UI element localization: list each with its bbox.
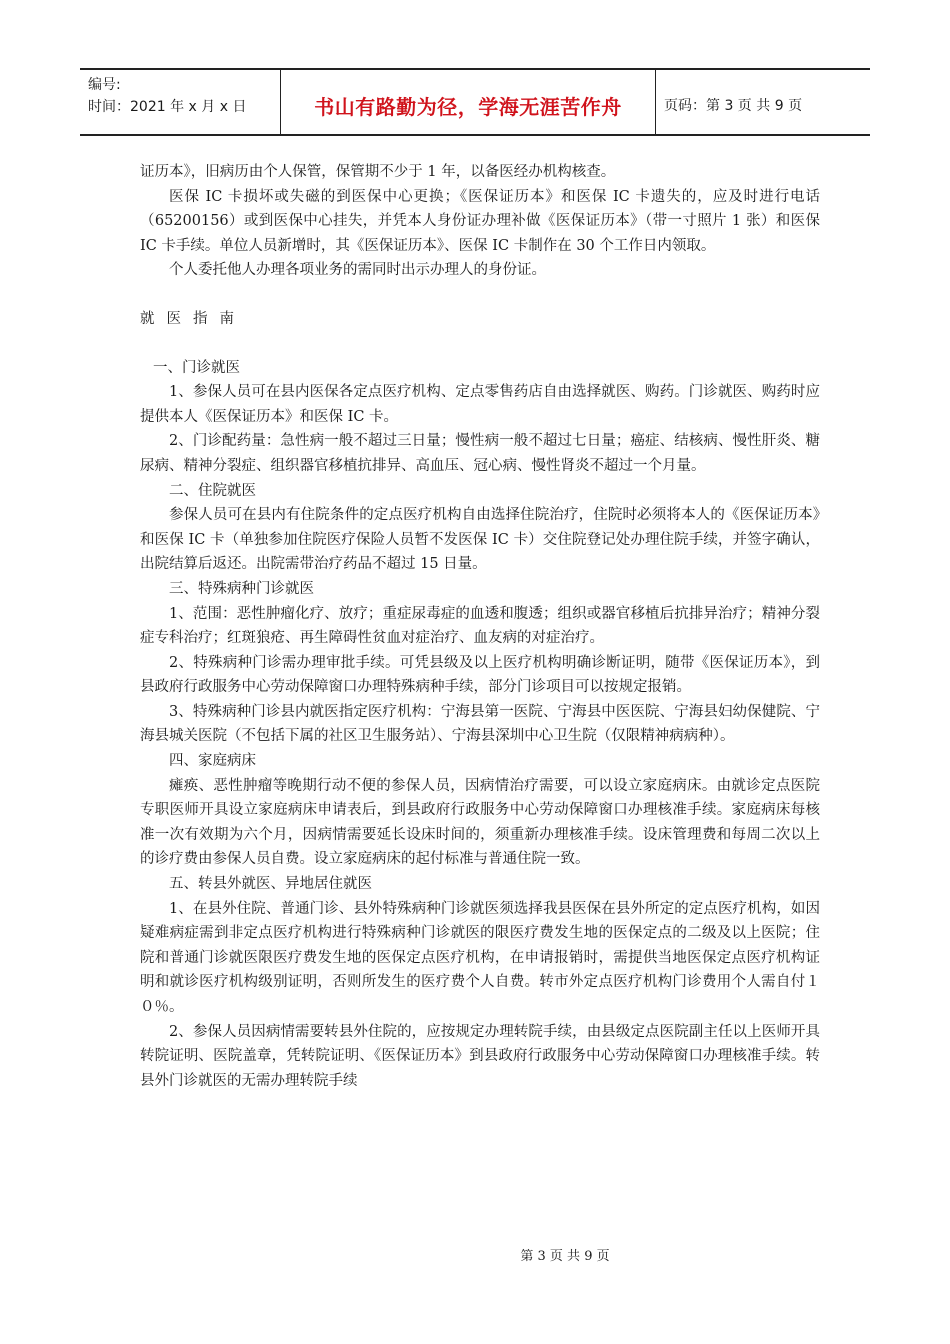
paragraph: 3、特殊病种门诊县内就医指定医疗机构：宁海县第一医院、宁海县中医医院、宁海县妇幼保健院、宁海县城关医院（不包括下属的社区卫生服务站）、宁海县深圳中心卫生院（仅限精神病病种）。 [140, 703, 820, 745]
heading-home-bed: 四、家庭病床 [169, 753, 256, 770]
paragraph: 2、特殊病种门诊需办理审批手续。可凭县级及以上医疗机构明确诊断证明，随带《医保证历本》，到县政府行政服务中心劳动保障窗口办理特殊病种手续，部分门诊项目可以按规定报销。 [140, 654, 820, 696]
document-body [140, 160, 820, 1093]
paragraph: 证历本》，旧病历由个人保管，保管期不少于 1 年，以备医经办机构核查。 [140, 164, 616, 180]
section-title: 就医指南 [140, 310, 246, 327]
paragraph: 2、门诊配药量：急性病一般不超过三日量；慢性病一般不超过七日量；癌症、结核病、慢性肝炎、糖尿病、精神分裂症、组织器官移植抗排异、高血压、冠心病、慢性肾炎不超过一个月量。 [140, 433, 820, 474]
heading-transfer: 五、转县外就医、异地居住就医 [169, 876, 372, 893]
header-motto: 书山有路勤为径，学海无涯苦作舟 [281, 70, 656, 134]
paragraph: 医保 IC 卡损坏或失磁的到医保中心更换；《医保证历本》和医保 IC 卡遗失的，应及时进行电话（65200156）或到医保中心挂失，并凭本人身份证办理补做《医保证历本》（带一寸照片 1 张）和医保 IC 卡手续。单位人员新增时，其《医保证历本》、医保 IC 卡制作在 30 个工作日内领取。 [140, 188, 820, 254]
page-footer: 第 3 页 共 9 页 [520, 1249, 610, 1264]
paragraph: 瘫痪、恶性肿瘤等晚期行动不便的参保人员，因病情治疗需要，可以设立家庭病床。由就诊定点医院专职医师开具设立家庭病床申请表后，到县政府行政服务中心劳动保障窗口办理核准手续。家庭病床每核准一次有效期为六个月，因病情需要延长设床时间的，须重新办理核准手续。设床管理费和每周二次以上的诊疗费由参保人员自费。设立家庭病床的起付标准与普通住院一致。 [140, 777, 820, 868]
paragraph: 1、范围：恶性肿瘤化疗、放疗；重症尿毒症的血透和腹透；组织或器官移植后抗排异治疗；精神分裂症专科治疗；红斑狼疮、再生障碍性贫血对症治疗、血友病的对症治疗。 [140, 605, 820, 647]
header-meta [80, 70, 281, 134]
doc-date-label: 时间：2021 年 x 月 x 日 [88, 99, 247, 115]
header-page-number: 页码：第 3 页 共 9 页 [664, 98, 803, 114]
heading-outpatient: 一、门诊就医 [153, 359, 241, 376]
paragraph: 1、在县外住院、普通门诊、县外特殊病种门诊就医须选择我县医保在县外所定的定点医疗机构，如因疑难病症需到非定点医疗机构进行特殊病种门诊就医的限医疗费发生地的医保定点的二级及以上医院；住院和普通门诊就医限医疗费发生地的医保定点医疗机构，在申请报销时，需提供当地医保定点医疗机构证明和就诊医疗机构级别证明，否则所发生的医疗费个人自费。转市外定点医疗机构门诊费用个人需自付１０％。 [140, 900, 820, 1015]
paragraph: 2、参保人员因病情需要转县外住院的，应按规定办理转院手续，由县级定点医院副主任以上医师开具转院证明、医院盖章，凭转院证明、《医保证历本》到县政府行政服务中心劳动保障窗口办理核准手续。转县外门诊就医的无需办理转院手续 [140, 1023, 820, 1089]
paragraph: 参保人员可在县内有住院条件的定点医疗机构自由选择住院治疗，住院时必须将本人的《医保证历本》和医保 IC 卡（单独参加住院医疗保险人员暂不发医保 IC 卡）交住院登记处办理住院手续，并签字确认，出院结算后返还。出院需带治疗药品不超过 15 日量。 [140, 507, 820, 573]
heading-inpatient: 二、住院就医 [169, 482, 256, 499]
paragraph: 个人委托他人办理各项业务的需同时出示办理人的身份证。 [169, 262, 546, 279]
paragraph: 1、参保人员可在县内医保各定点医疗机构、定点零售药店自由选择就医、购药。门诊就医、购药时应提供本人《医保证历本》和医保 IC 卡。 [140, 384, 820, 425]
page-header [80, 68, 870, 136]
heading-special-disease: 三、特殊病种门诊就医 [169, 580, 314, 597]
doc-code-label: 编号: [88, 77, 121, 93]
